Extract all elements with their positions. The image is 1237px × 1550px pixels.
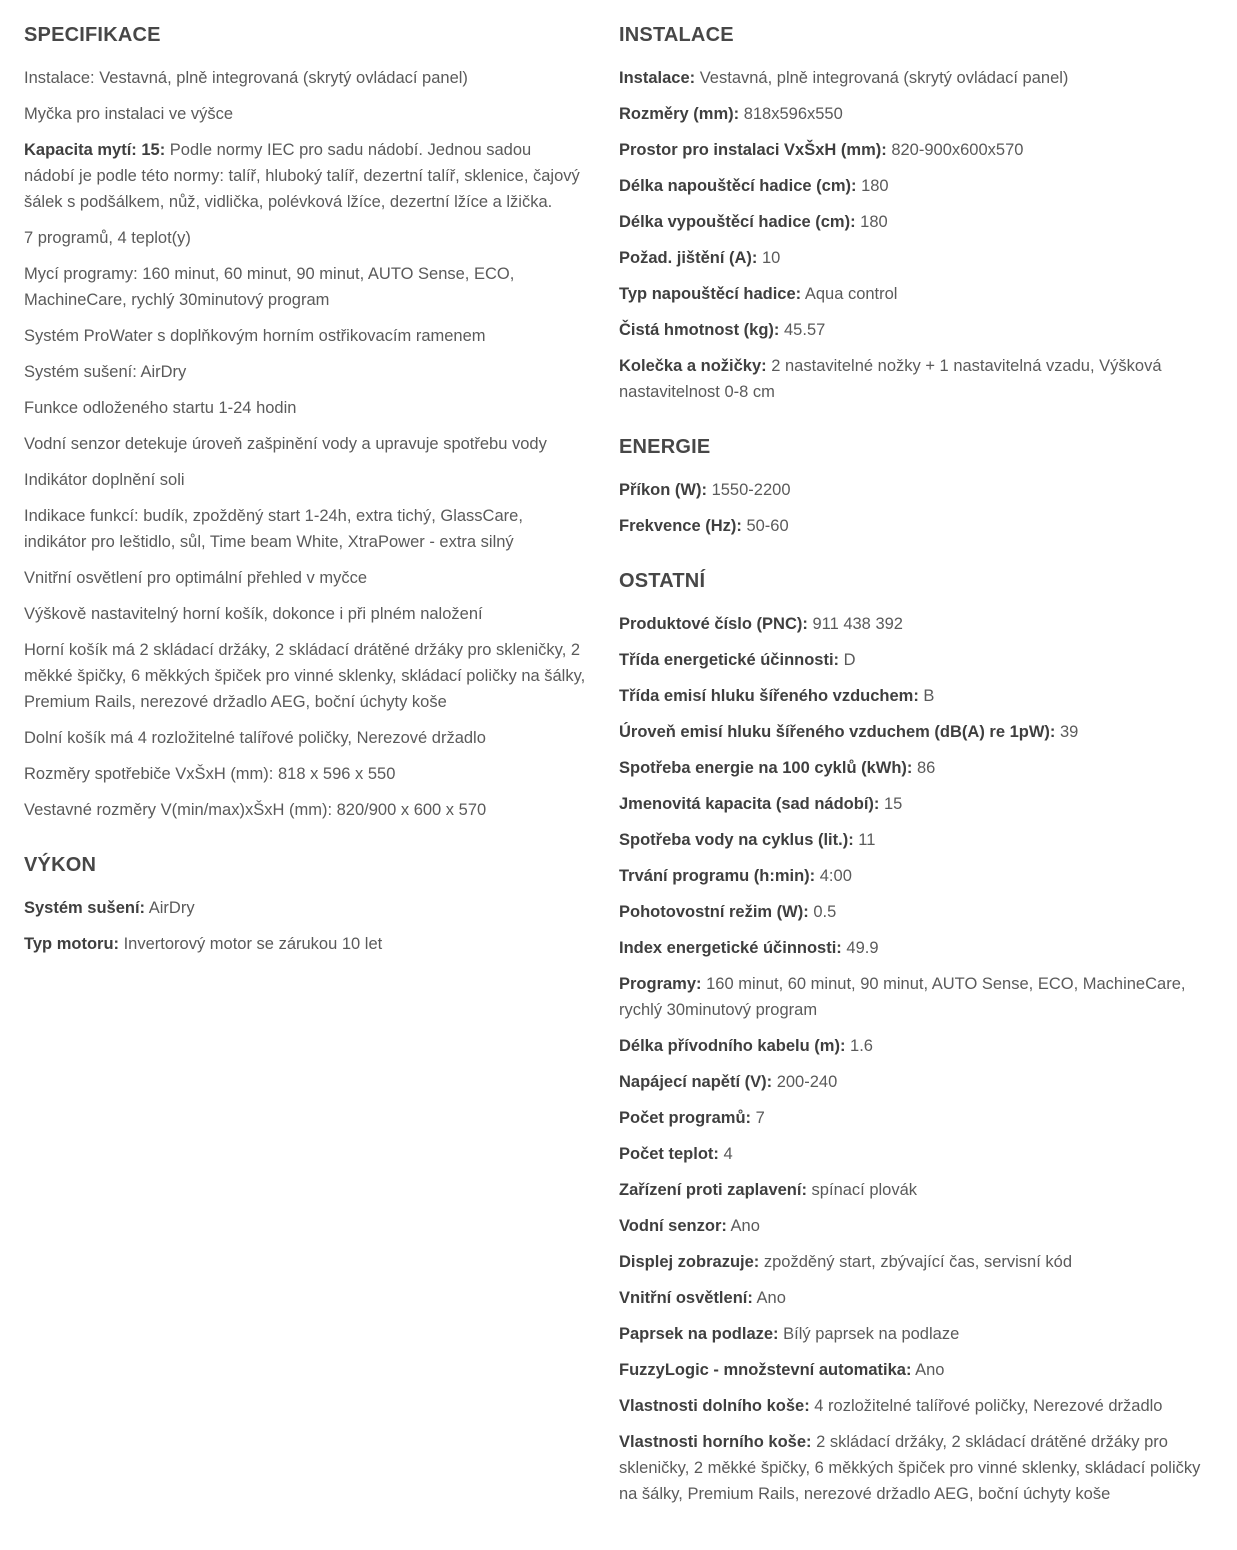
spec-label: Spotřeba vody na cyklus (lit.): [619,831,854,849]
spec-value: Instalace: Vestavná, plně integrovaná (skrytý ovládací panel) [24,69,468,87]
section-list [619,477,1209,539]
spec-item [619,755,1209,781]
spec-label: Délka napouštěcí hadice (cm): [619,177,857,195]
spec-item [24,601,586,627]
spec-label: Počet programů: [619,1109,752,1127]
spec-value: Systém ProWater s doplňkovým horním ostřikovacím ramenem [24,327,486,345]
spec-label: Frekvence (Hz): [619,517,742,535]
spec-value: 49.9 [841,939,879,957]
spec-label: Úroveň emisí hluku šířeného vzduchem (dB(A) re 1pW): [619,723,1056,741]
left-column [24,0,586,967]
spec-label: Pohotovostní režim (W): [619,903,809,921]
spec-label: Typ motoru: [24,935,120,953]
spec-value: Invertorový motor se zárukou 10 let [119,935,383,953]
spec-value: Indikátor doplnění soli [24,471,185,489]
spec-item [619,281,1209,307]
spec-value: 86 [912,759,936,777]
spec-value: 2 skládací držáky, 2 skládací drátěné držáky pro skleničky, 2 měkké špičky, 6 měkkých špiček pro vinné sklenky, skládací poličky na šálky, Premium Rails, nerezové držadlo AEG, boční úchyty koše [619,1433,1201,1503]
spec-value: 10 [757,249,781,267]
spec-value: 200-240 [772,1073,838,1091]
spec-value: Vnitřní osvětlení pro optimální přehled v myčce [24,569,367,587]
spec-item [619,1429,1209,1507]
spec-item [619,1213,1209,1239]
spec-value: Vestavná, plně integrovaná (skrytý ovládací panel) [695,69,1069,87]
spec-label: Displej zobrazuje: [619,1253,760,1271]
spec-value: D [839,651,856,669]
spec-label: Kolečka a nožičky: [619,357,767,375]
spec-label: Počet teplot: [619,1145,719,1163]
spec-item [24,359,586,385]
spec-value: 818x596x550 [739,105,843,123]
spec-value: Vestavné rozměry V(min/max)xŠxH (mm): 820/900 x 600 x 570 [24,801,487,819]
spec-value: Vodní senzor detekuje úroveň zašpinění vody a upravuje spotřebu vody [24,435,547,453]
spec-item [24,761,586,787]
spec-item [619,101,1209,127]
spec-item [619,513,1209,539]
spec-label: Index energetické účinnosti: [619,939,842,957]
spec-value: Výškově nastavitelný horní košík, dokonce i při plném naložení [24,605,483,623]
spec-item [619,1285,1209,1311]
spec-value: 1550-2200 [707,481,791,499]
spec-item [24,637,586,715]
spec-item [619,683,1209,709]
spec-item [619,209,1209,235]
spec-label: Prostor pro instalaci VxŠxH (mm): [619,141,887,159]
spec-label: Spotřeba energie na 100 cyklů (kWh): [619,759,913,777]
spec-item [619,1357,1209,1383]
spec-item [619,245,1209,271]
spec-item [619,1177,1209,1203]
spec-value: 820-900x600x570 [886,141,1024,159]
spec-label: Vodní senzor: [619,1217,727,1235]
spec-value: 39 [1055,723,1079,741]
spec-value: Funkce odloženého startu 1-24 hodin [24,399,297,417]
spec-item [24,797,586,823]
spec-value: Ano [726,1217,760,1235]
spec-item [619,317,1209,343]
spec-label: Vlastnosti dolního koše: [619,1397,810,1415]
spec-label: Paprsek na podlaze: [619,1325,779,1343]
spec-item [619,611,1209,637]
spec-item [619,1105,1209,1131]
spec-value: 7 programů, 4 teplot(y) [24,229,191,247]
spec-value: 1.6 [845,1037,873,1055]
spec-item [24,895,586,921]
spec-label: Vlastnosti horního koše: [619,1433,812,1451]
spec-value: Bílý paprsek na podlaze [778,1325,960,1343]
spec-label: Produktové číslo (PNC): [619,615,808,633]
spec-item [24,101,586,127]
spec-value: Rozměry spotřebiče VxŠxH (mm): 818 x 596 x 550 [24,765,396,783]
spec-label: Délka přívodního kabelu (m): [619,1037,846,1055]
spec-label: Zařízení proti zaplavení: [619,1181,807,1199]
spec-value: 0.5 [808,903,837,921]
spec-value: Horní košík má 2 skládací držáky, 2 skládací drátěné držáky pro skleničky, 2 měkké špičky, 6 měkkých špiček pro vinné sklenky, skládací poličky na šálky, Premium Rails, nerezové držadlo AEG, boční úchyty koše [24,641,586,711]
section-title-instalace: INSTALACE [619,24,734,46]
spec-item [24,395,586,421]
spec-item [24,931,586,957]
spec-value: 15 [879,795,903,813]
section-list [619,611,1209,1507]
spec-item [619,137,1209,163]
spec-item [619,477,1209,503]
spec-label: Čistá hmotnost (kg): [619,321,780,339]
spec-label: Kapacita mytí: 15: [24,141,166,159]
spec-item [619,1069,1209,1095]
spec-label: Typ napouštěcí hadice: [619,285,802,303]
spec-item [24,565,586,591]
section-list [619,65,1209,405]
section-title-specifikace: SPECIFIKACE [24,24,161,46]
section-title-vykon: VÝKON [24,854,97,876]
spec-label: Instalace: [619,69,696,87]
spec-value: Myčka pro instalaci ve výšce [24,105,234,123]
spec-label: Programy: [619,975,702,993]
spec-value: 50-60 [741,517,789,535]
spec-value: 180 [855,213,888,231]
spec-item [24,503,586,555]
spec-value: 911 438 392 [807,615,903,633]
spec-item [619,935,1209,961]
spec-item [24,137,586,215]
spec-value: AirDry [145,899,195,917]
spec-value: 2 nastavitelné nožky + 1 nastavitelná vzadu, Výšková nastavitelnost 0-8 cm [619,357,1162,401]
spec-label: Třída energetické účinnosti: [619,651,840,669]
spec-value: spínací plovák [806,1181,918,1199]
spec-item [24,261,586,313]
spec-item [619,353,1209,405]
spec-item [619,899,1209,925]
spec-value: 180 [856,177,889,195]
spec-item [619,791,1209,817]
spec-item [619,1141,1209,1167]
spec-item [24,225,586,251]
spec-label: Napájecí napětí (V): [619,1073,773,1091]
spec-label: Požad. jištění (A): [619,249,758,267]
spec-item [619,1033,1209,1059]
spec-value: Ano [752,1289,786,1307]
spec-label: Délka vypouštěcí hadice (cm): [619,213,856,231]
spec-item [619,647,1209,673]
spec-item [619,1393,1209,1419]
spec-value: Ano [911,1361,945,1379]
spec-label: Jmenovitá kapacita (sad nádobí): [619,795,880,813]
spec-item [24,323,586,349]
spec-item [619,863,1209,889]
spec-label: Příkon (W): [619,481,707,499]
spec-item [24,431,586,457]
spec-value: Systém sušení: AirDry [24,363,187,381]
spec-label: Třída emisí hluku šířeného vzduchem: [619,687,919,705]
spec-value: B [918,687,935,705]
spec-value: 11 [853,831,876,849]
spec-item [24,467,586,493]
section-title-energie: ENERGIE [619,436,711,458]
spec-item [619,65,1209,91]
spec-item [24,725,586,751]
spec-value: 4 rozložitelné talířové poličky, Nerezové držadlo [809,1397,1163,1415]
right-column [619,0,1209,1517]
spec-value: Mycí programy: 160 minut, 60 minut, 90 minut, AUTO Sense, ECO, MachineCare, rychlý 30minutový program [24,265,515,309]
spec-label: FuzzyLogic - množstevní automatika: [619,1361,912,1379]
spec-item [619,173,1209,199]
section-title-ostatni: OSTATNÍ [619,570,706,592]
spec-label: Trvání programu (h:min): [619,867,816,885]
spec-item [619,1249,1209,1275]
spec-value: zpožděný start, zbývající čas, servisní kód [759,1253,1072,1271]
spec-value: 45.57 [779,321,826,339]
spec-value: Dolní košík má 4 rozložitelné talířové poličky, Nerezové držadlo [24,729,486,747]
spec-value: 160 minut, 60 minut, 90 minut, AUTO Sense, ECO, MachineCare, rychlý 30minutový program [619,975,1186,1019]
spec-item [24,65,586,91]
spec-value: 4 [718,1145,733,1163]
spec-value: Podle normy IEC pro sadu nádobí. Jednou sadou nádobí je podle této normy: talíř, hluboký talíř, dezertní talíř, sklenice, čajový šálek s podšálkem, nůž, vidlička, polévková lžíce, dezertní lžíce a lžička. [24,141,580,211]
spec-item [619,971,1209,1023]
spec-label: Systém sušení: [24,899,146,917]
spec-item [619,1321,1209,1347]
spec-value: Indikace funkcí: budík, zpožděný start 1-24h, extra tichý, GlassCare, indikátor pro leštidlo, sůl, Time beam White, XtraPower - extra silný [24,507,523,551]
spec-label: Vnitřní osvětlení: [619,1289,753,1307]
spec-item [619,719,1209,745]
spec-value: Aqua control [801,285,898,303]
spec-value: 4:00 [815,867,852,885]
spec-value: 7 [751,1109,765,1127]
spec-item [619,827,1209,853]
spec-label: Rozměry (mm): [619,105,740,123]
section-list [24,895,586,957]
section-list [24,65,586,823]
